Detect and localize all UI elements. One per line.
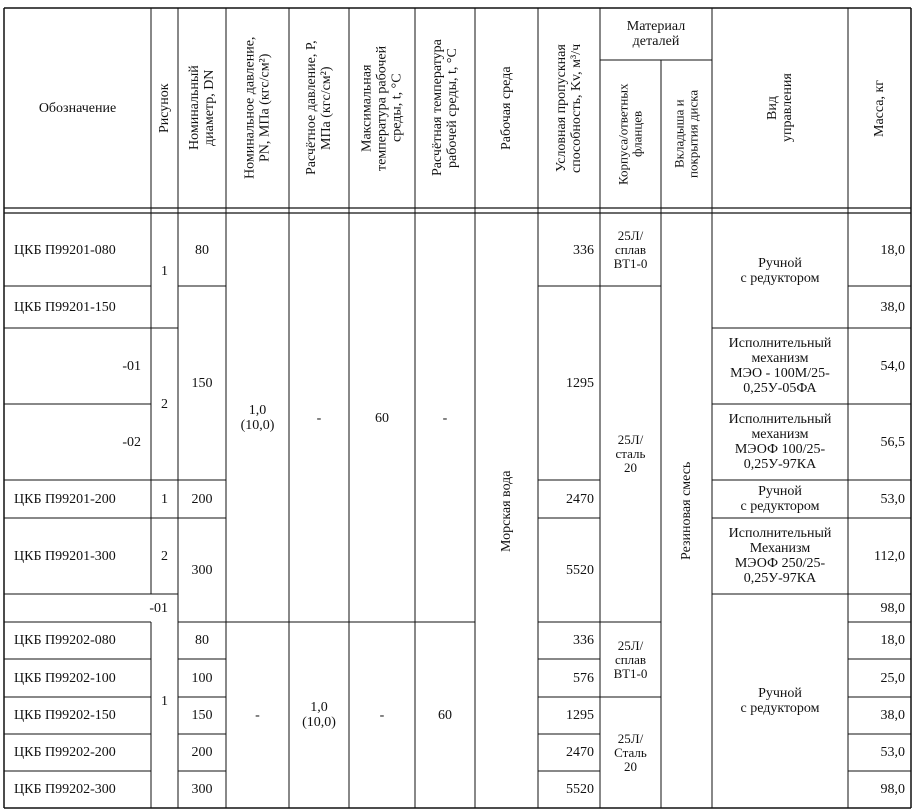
header-kv: Условная пропускная способность, Kv, м³/ч: [554, 43, 584, 173]
designation-cell: ЦКБ П99201-200: [14, 491, 116, 507]
dn-cell: 150: [191, 708, 213, 723]
header-pn: Номинальное давление, PN, МПа (кгс/см²): [242, 36, 273, 180]
figure-cell: 1: [161, 263, 168, 279]
dn-cell: 100: [191, 670, 213, 686]
figure-cell: 1: [161, 491, 168, 507]
t-calc-cell: -: [442, 410, 448, 426]
control-cell: Исполнительный механизм МЭОФ 100/25- 0,25У-97КА: [728, 412, 832, 472]
kv-cell: 1295: [566, 708, 594, 723]
pn-cell: 1,0 (10,0): [240, 403, 275, 433]
designation-cell: ЦКБ П99202-300: [14, 782, 116, 797]
kv-cell: 2470: [566, 491, 594, 507]
header-t-calc: Расчётная температура рабочей среды, t, °С: [430, 39, 460, 177]
kv-cell: 5520: [566, 562, 594, 578]
designation-cell: ЦКБ П99201-080: [14, 242, 116, 258]
mass-cell: 56,5: [880, 434, 905, 450]
dn-cell: 300: [191, 782, 213, 797]
dn-cell: 200: [191, 745, 213, 760]
mass-cell: 25,0: [880, 670, 905, 686]
figure-cell: 1: [161, 693, 168, 709]
designation-cell: -01: [149, 600, 168, 616]
dn-cell: 300: [191, 562, 213, 578]
kv-cell: 2470: [566, 745, 594, 760]
t-max-cell: -: [379, 707, 385, 723]
mass-cell: 38,0: [880, 299, 905, 315]
body-material-cell: 25Л/ сталь 20: [615, 432, 646, 475]
header-p-calc: Расчётное давление, P, МПа (кгс/см²): [304, 40, 334, 176]
body-material-cell: 25Л/ сплав ВТ1-0: [613, 228, 648, 271]
mass-cell: 112,0: [874, 548, 905, 564]
kv-cell: 1295: [566, 375, 594, 391]
header-body-material: Корпуса/ответных фланцев: [615, 83, 645, 185]
body-material-cell: 25Л/ Сталь 20: [614, 730, 647, 774]
header-t-max: Максимальная температура рабочей среды, t, °С: [359, 45, 405, 171]
header-dn: Номинальный диаметр, DN: [187, 65, 217, 151]
t-max-cell: 60: [375, 410, 389, 426]
designation-cell: ЦКБ П99202-080: [14, 633, 116, 648]
dn-cell: 150: [191, 375, 213, 391]
control-cell: Ручной с редуктором: [740, 256, 820, 286]
control-cell: Ручной с редуктором: [740, 686, 820, 716]
designation-cell: ЦКБ П99202-100: [14, 670, 116, 686]
control-cell: Исполнительный Механизм МЭОФ 250/25- 0,25У-97КА: [728, 526, 832, 586]
control-cell: Ручной с редуктором: [740, 484, 820, 514]
header-control: Вид управления: [765, 73, 795, 143]
designation-cell: ЦКБ П99201-150: [14, 299, 116, 315]
mass-cell: 53,0: [880, 745, 905, 760]
dn-cell: 80: [195, 633, 209, 648]
p-calc-cell: 1,0 (10,0): [302, 700, 336, 730]
designation-cell: ЦКБ П99202-150: [14, 708, 116, 723]
dn-cell: 200: [191, 491, 213, 507]
liner-material-cell: Резиновая смесь: [679, 461, 694, 561]
figure-cell: 2: [161, 548, 168, 564]
control-cell: Исполнительный механизм МЭО - 100М/25- 0,25У-05ФА: [728, 336, 832, 396]
medium-cell: Морская вода: [499, 470, 514, 552]
dn-cell: 80: [195, 242, 209, 258]
kv-cell: 576: [573, 670, 594, 686]
header-mass: Масса, кг: [872, 79, 887, 137]
mass-cell: 53,0: [880, 491, 905, 507]
header-designation: Обозначение: [38, 100, 117, 116]
mass-cell: 18,0: [880, 633, 905, 648]
mass-cell: 98,0: [880, 782, 905, 797]
designation-cell: -01: [122, 358, 141, 374]
body-material-cell: 25Л/ сплав ВТ1-0: [613, 637, 648, 681]
figure-cell: 2: [161, 396, 168, 412]
mass-cell: 98,0: [880, 600, 905, 616]
header-liner-material: Вкладыша и покрытия диска: [671, 89, 701, 179]
kv-cell: 336: [573, 242, 594, 258]
pn-cell: -: [255, 707, 260, 723]
designation-cell: ЦКБ П99202-200: [14, 745, 116, 760]
t-calc-cell: 60: [438, 707, 452, 723]
header-material: Материал деталей: [626, 19, 686, 49]
mass-cell: 18,0: [880, 242, 905, 258]
p-calc-cell: -: [316, 410, 322, 426]
designation-cell: ЦКБ П99201-300: [14, 548, 116, 564]
header-medium: Рабочая среда: [499, 66, 514, 150]
kv-cell: 5520: [566, 782, 594, 797]
designation-cell: -02: [122, 434, 141, 450]
mass-cell: 38,0: [880, 708, 905, 723]
mass-cell: 54,0: [880, 358, 905, 374]
kv-cell: 336: [573, 633, 594, 648]
header-figure: Рисунок: [157, 83, 172, 133]
